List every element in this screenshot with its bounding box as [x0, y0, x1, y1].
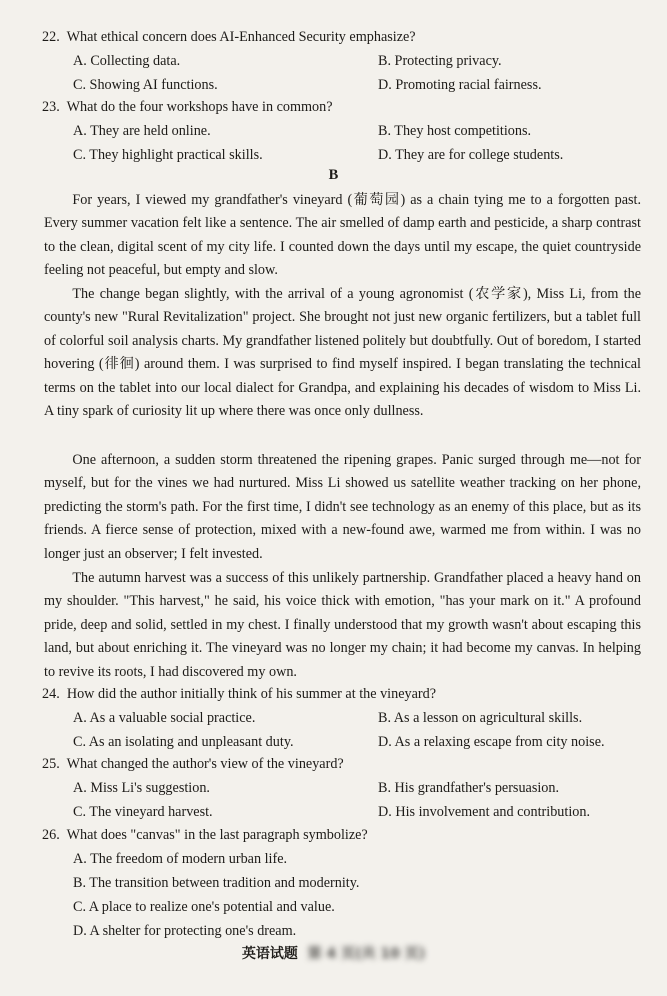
option-26a: A. The freedom of modern urban life. [73, 851, 288, 867]
option-26d: D. A shelter for protecting one's dream. [73, 923, 297, 939]
option-25d: D. His involvement and contribution. [378, 804, 590, 820]
question-text: What ethical concern does AI-Enhanced Security emphasize? [66, 29, 416, 45]
question-number: 25. [42, 756, 60, 772]
passage-paragraph-3: One afternoon, a sudden storm threatened the ripening grapes. Panic surged through me—not for myself, but for the vines we had nurtured. Miss Li showed us satellite weather tracking on her phone, predicting the storm's path. For the first time, I didn't see technology as an enemy of this place, but as its friends. A fierce sense of protection, mixed with a new-found awe, warmed me from within. I was no longer just an observer; I felt invested. [44, 452, 641, 562]
option-22b: B. Protecting privacy. [378, 53, 502, 69]
option-22d: D. Promoting racial fairness. [378, 77, 542, 93]
option-22c: C. Showing AI functions. [73, 77, 218, 93]
question-26 [42, 825, 368, 845]
option-24a: A. As a valuable social practice. [73, 710, 256, 726]
question-number: 23. [42, 99, 60, 115]
question-text: What does "canvas" in the last paragraph symbolize? [66, 827, 368, 843]
passage-paragraph-1: For years, I viewed my grandfather's vineyard (葡萄园) as a chain tying me to a forgotten past. Every summer vacation felt like a sentence. The air smelled of damp earth and pesticide, a sharp contrast to the clean, digital scent of my city life. I counted down the days until my escape, the quiet countryside feeling not peaceful, but empty and slow. [44, 192, 641, 279]
option-26b: B. The transition between tradition and modernity. [73, 875, 360, 891]
option-23d: D. They are for college students. [378, 147, 564, 163]
footer-page-info: 第 4 页(共 10 页) [307, 946, 426, 962]
option-23a: A. They are held online. [73, 123, 211, 139]
passage-paragraph-4: The autumn harvest was a success of this unlikely partnership. Grandfather placed a heavy hand on my shoulder. "This harvest," he said, his voice thick with emotion, "has your mark on it." A profound pride, deep and solid, settled in my chest. I finally understood that my growth wasn't about escaping this land, but about enriching it. The vineyard was no longer my chain; it had become my canvas. In helping to revive its roots, I had discovered my own. [44, 570, 641, 680]
question-number: 22. [42, 29, 60, 45]
question-number: 26. [42, 827, 60, 843]
question-23 [42, 97, 333, 117]
question-text: What changed the author's view of the vineyard? [66, 756, 344, 772]
question-number: 24. [42, 686, 60, 702]
option-23b: B. They host competitions. [378, 123, 532, 139]
question-text: What do the four workshops have in common? [66, 99, 333, 115]
page-footer [0, 944, 667, 964]
question-25 [42, 754, 344, 774]
passage-label: B [328, 167, 339, 183]
question-24 [42, 684, 436, 704]
option-23c: C. They highlight practical skills. [73, 147, 263, 163]
option-24b: B. As a lesson on agricultural skills. [378, 710, 583, 726]
option-24c: C. As an isolating and unpleasant duty. [73, 734, 294, 750]
question-text: How did the author initially think of his summer at the vineyard? [66, 686, 437, 702]
passage-paragraph-2: The change began slightly, with the arrival of a young agronomist (农学家), Miss Li, from the county's new "Rural Revitalization" project. She brought not just new organic fertilizers, but a tablet full of colorful soil analysis charts. My grandfather listened politely but doubtfully. Out of boredom, I started hovering (徘徊) around them. I was surprised to find myself inspired. I began translating the technical terms on the tablet into our local dialect for Grandpa, and explaining his decades of wisdom to Miss Li. A tiny spark of curiosity lit up where there was once only dullness. [44, 286, 641, 420]
question-22 [42, 27, 416, 47]
option-22a: A. Collecting data. [73, 53, 181, 69]
option-26c: C. A place to realize one's potential and value. [73, 899, 335, 915]
option-25b: B. His grandfather's persuasion. [378, 780, 560, 796]
option-25c: C. The vineyard harvest. [73, 804, 213, 820]
footer-subject: 英语试题 [241, 946, 298, 962]
option-25a: A. Miss Li's suggestion. [73, 780, 210, 796]
option-24d: D. As a relaxing escape from city noise. [378, 734, 605, 750]
